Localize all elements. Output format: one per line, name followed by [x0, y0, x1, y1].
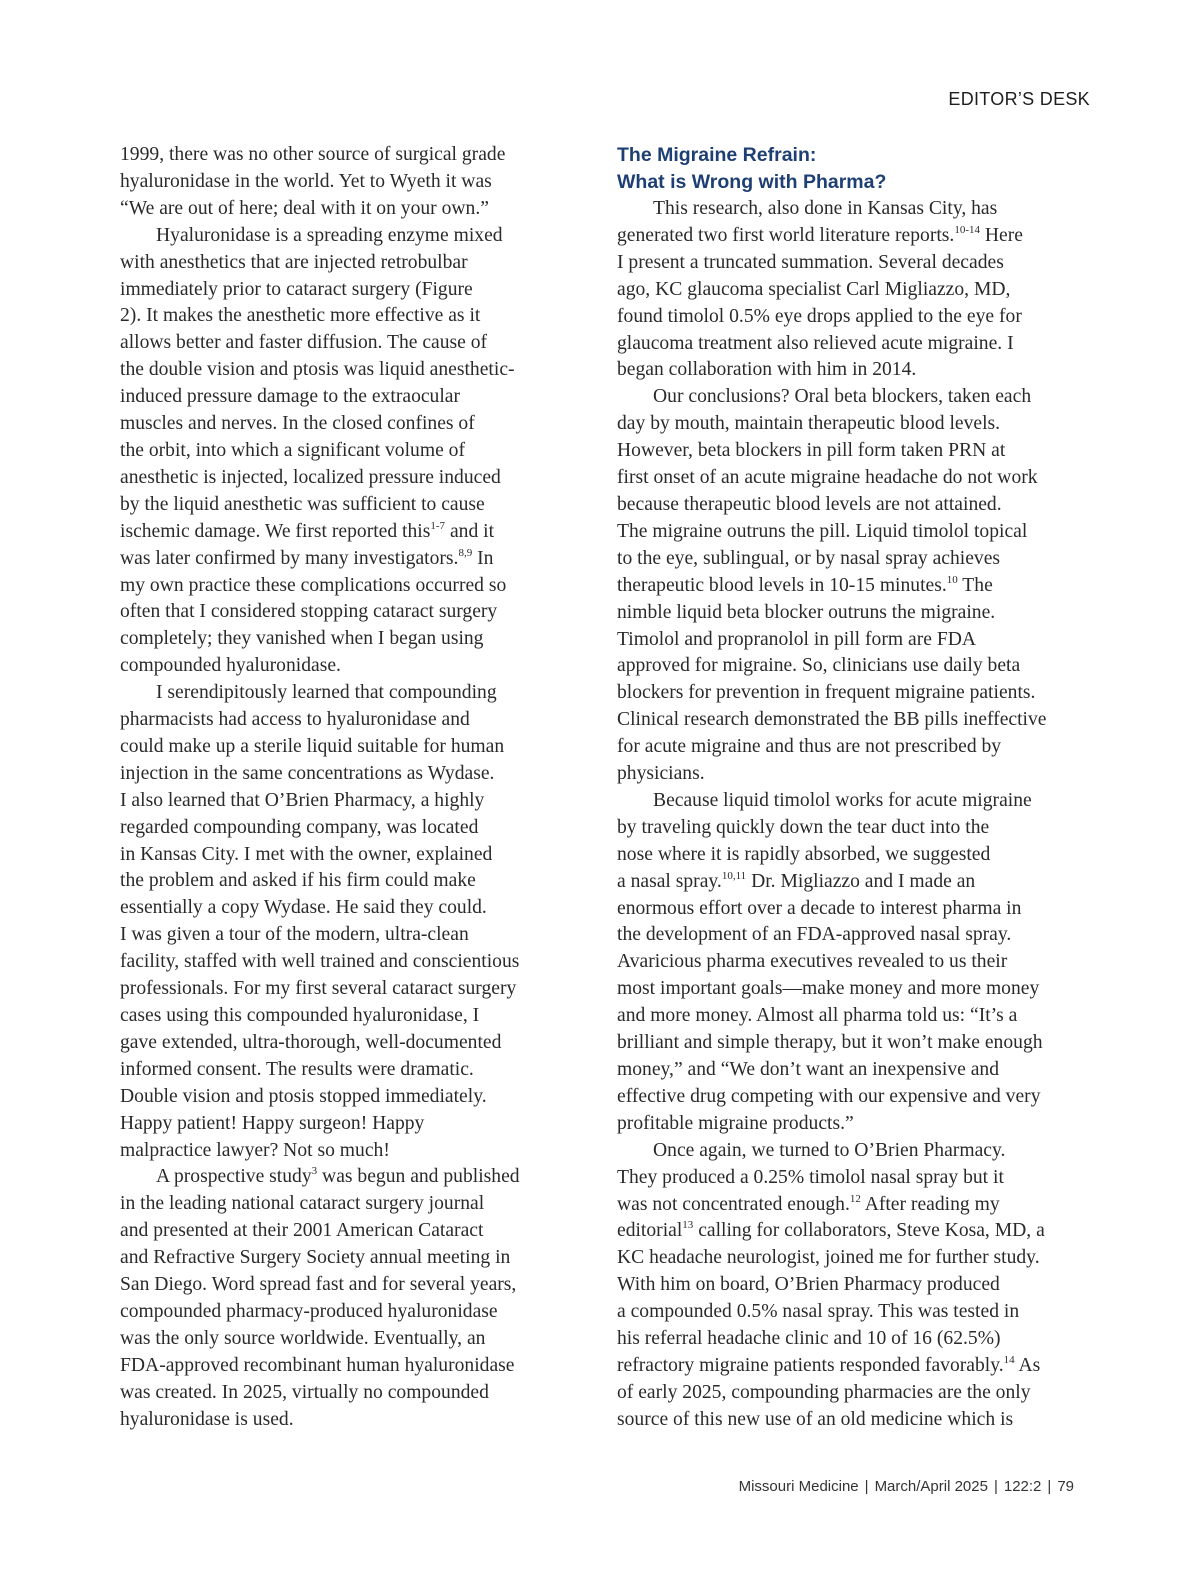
- text-line-content: a compounded 0.5% nasal spray. This was tested in: [617, 1301, 1020, 1323]
- text-line-content: physicians.: [617, 763, 705, 785]
- text-line: [120, 1299, 565, 1326]
- text-line-content: found timolol 0.5% eye drops applied to the eye for: [617, 305, 1022, 327]
- text-line: [617, 707, 1092, 734]
- text-line-content: day by mouth, maintain therapeutic blood levels.: [617, 413, 1001, 435]
- text-line-content: This research, also done in Kansas City, has: [653, 198, 998, 219]
- text-line: [617, 1003, 1092, 1030]
- text-line: [120, 976, 565, 1003]
- text-line-content: I also learned that O’Brien Pharmacy, a highly: [120, 789, 485, 811]
- text-line-content: the double vision and ptosis was liquid anesthetic-: [120, 359, 515, 381]
- text-line: [617, 842, 1092, 869]
- text-line: [617, 1326, 1092, 1353]
- text-line: [120, 895, 565, 922]
- text-line-content: FDA-approved recombinant human hyaluronidase: [120, 1354, 515, 1376]
- text-line-content: and more money. Almost all pharma told us: “It’s a: [617, 1005, 1018, 1027]
- text-line: [120, 546, 565, 573]
- text-line: [120, 626, 565, 653]
- text-line-content: gave extended, ultra-thorough, well-documented: [120, 1031, 502, 1053]
- text-line-content: by traveling quickly down the tear duct into the: [617, 816, 990, 838]
- text-line-content: muscles and nerves. In the closed confines of: [120, 413, 475, 435]
- text-line: [617, 1380, 1092, 1407]
- text-line-content: Avaricious pharma executives revealed to us their: [617, 951, 1008, 973]
- text-line-content: 2). It makes the anesthetic more effective as it: [120, 305, 481, 327]
- text-line: [120, 142, 565, 169]
- text-line-content: compounded pharmacy-produced hyaluronidase: [120, 1300, 498, 1322]
- text-line: [120, 707, 565, 734]
- text-line: [617, 1272, 1092, 1299]
- text-line: [617, 438, 1092, 465]
- text-line-content: The migraine outruns the pill. Liquid timolol topical: [617, 520, 1028, 542]
- text-line-content: informed consent. The results were dramatic.: [120, 1058, 474, 1080]
- text-line-continuation: After reading my: [860, 1193, 1000, 1215]
- text-line: [120, 1111, 565, 1138]
- text-line-content: ischemic damage. We first reported this: [120, 520, 431, 542]
- text-line-continuation: In: [472, 547, 494, 569]
- text-line-content: hyaluronidase in the world. Yet to Wyeth it was: [120, 170, 492, 192]
- text-line-content: Once again, we turned to O’Brien Pharmacy.: [653, 1139, 1006, 1161]
- text-line: [617, 1084, 1092, 1111]
- text-line: [617, 1192, 1092, 1219]
- text-line: [617, 1165, 1092, 1192]
- text-line-content: could make up a sterile liquid suitable for human: [120, 735, 505, 757]
- text-line-content: Double vision and ptosis stopped immediately.: [120, 1085, 487, 1107]
- text-line: [617, 196, 1092, 223]
- text-line: [120, 1030, 565, 1057]
- text-line: [617, 304, 1092, 331]
- text-line-content: “We are out of here; deal with it on your own.”: [120, 197, 489, 219]
- text-line-content: source of this new use of an old medicine which is: [617, 1408, 1014, 1430]
- text-line: [617, 357, 1092, 384]
- text-line: [120, 1407, 565, 1434]
- text-line-content: I serendipitously learned that compounding: [156, 682, 497, 704]
- text-line: [120, 277, 565, 304]
- text-line-content: cases using this compounded hyaluronidase, I: [120, 1005, 480, 1026]
- text-line-content: because therapeutic blood levels are not attained.: [617, 493, 1002, 515]
- text-line: [120, 680, 565, 707]
- text-line-content: the development of an FDA-approved nasal spray.: [617, 924, 1012, 946]
- text-line-content: in the leading national cataract surgery journal: [120, 1193, 485, 1215]
- text-line: [120, 788, 565, 815]
- text-line-content: to the eye, sublingual, or by nasal spray achieves: [617, 547, 1001, 569]
- text-line-content: money,” and “We don’t want an inexpensive and: [617, 1059, 1000, 1080]
- text-line-content: Hyaluronidase is a spreading enzyme mixed: [156, 224, 503, 246]
- text-line-content: a nasal spray.: [617, 870, 722, 892]
- text-line-content: refractory migraine patients responded favorably.: [617, 1354, 1004, 1376]
- citation-superscript: 13: [682, 1219, 694, 1232]
- text-line-content: Happy patient! Happy surgeon! Happy: [120, 1112, 425, 1134]
- text-line-content: often that I considered stopping cataract surgery: [120, 601, 498, 623]
- text-line-content: brilliant and simple therapy, but it won’t make enough: [617, 1032, 1043, 1054]
- text-line-content: facility, staffed with well trained and conscientious: [120, 951, 520, 973]
- citation-superscript: 8,9: [458, 546, 473, 559]
- text-line: [120, 573, 565, 600]
- text-line: [120, 842, 565, 869]
- text-line-content: first onset of an acute migraine headache do not work: [617, 467, 1038, 489]
- text-line-content: Clinical research demonstrated the BB pills ineffective: [617, 709, 1047, 731]
- text-line-content: malpractice lawyer? Not so much!: [120, 1139, 390, 1161]
- text-line-content: KC headache neurologist, joined me for further study.: [617, 1247, 1040, 1269]
- text-line: [617, 761, 1092, 788]
- text-line-content: allows better and faster diffusion. The cause of: [120, 332, 488, 354]
- text-line: [120, 1164, 565, 1191]
- text-line: [120, 196, 565, 223]
- text-line: [617, 277, 1092, 304]
- text-line-content: immediately prior to cataract surgery (Figure: [120, 278, 473, 300]
- text-line-content: approved for migraine. So, clinicians use daily beta: [617, 655, 1021, 677]
- text-line: [617, 223, 1092, 250]
- citation-superscript: 10,11: [721, 869, 747, 882]
- text-line: [617, 384, 1092, 411]
- text-line: [120, 761, 565, 788]
- text-line-content: They produced a 0.25% timolol nasal spray but it: [617, 1166, 1004, 1188]
- text-line: [120, 1218, 565, 1245]
- text-line: [120, 1084, 565, 1111]
- text-line-content: my own practice these complications occurred so: [120, 574, 507, 596]
- text-line-content: the problem and asked if his firm could make: [120, 870, 476, 892]
- text-line-content: Our conclusions? Oral beta blockers, taken each: [653, 386, 1032, 408]
- text-line: [120, 815, 565, 842]
- text-line: [617, 331, 1092, 358]
- text-line: [120, 1353, 565, 1380]
- text-line: [617, 869, 1092, 896]
- text-line: [120, 438, 565, 465]
- text-line: [120, 169, 565, 196]
- text-line: [617, 788, 1092, 815]
- text-line: [617, 411, 1092, 438]
- citation-superscript: 10-14: [954, 223, 980, 236]
- text-line: [120, 1057, 565, 1084]
- text-line: [120, 922, 565, 949]
- text-line-content: Timolol and propranolol in pill form are FDA: [617, 628, 977, 650]
- text-line-content: With him on board, O’Brien Pharmacy produced: [617, 1274, 1000, 1296]
- citation-superscript: 14: [1003, 1353, 1015, 1366]
- text-line: [120, 949, 565, 976]
- text-line: [617, 1299, 1092, 1326]
- text-line: [120, 303, 565, 330]
- text-line: [617, 546, 1092, 573]
- volume-number: 122:2: [1003, 1478, 1042, 1495]
- text-line: [120, 330, 565, 357]
- text-line-content: injection in the same concentrations as Wydase.: [120, 762, 495, 784]
- text-line: [617, 250, 1092, 277]
- text-line-content: and presented at their 2001 American Cataract: [120, 1220, 484, 1242]
- text-line-content: the orbit, into which a significant volume of: [120, 439, 465, 461]
- text-line-content: most important goals—make money and more money: [617, 978, 1040, 1000]
- text-line: [617, 627, 1092, 654]
- footer-separator: |: [864, 1478, 869, 1495]
- text-line: [617, 1111, 1092, 1138]
- running-head: EDITOR’S DESK: [948, 89, 1090, 109]
- text-line: [617, 1407, 1092, 1434]
- text-line: [617, 1218, 1092, 1245]
- text-line-content: compounded hyaluronidase.: [120, 655, 341, 677]
- text-line-continuation: was begun and published: [317, 1166, 520, 1188]
- text-line: [120, 1138, 565, 1165]
- text-line-continuation: As: [1014, 1354, 1041, 1376]
- text-line: [617, 1030, 1092, 1057]
- text-line: [617, 976, 1092, 1003]
- text-line: [617, 680, 1092, 707]
- issue-date: March/April 2025: [874, 1478, 988, 1495]
- text-line-content: began collaboration with him in 2014.: [617, 359, 917, 381]
- text-line-content: was the only source worldwide. Eventually, an: [120, 1327, 486, 1349]
- citation-superscript: 12: [849, 1192, 861, 1205]
- text-line: [617, 949, 1092, 976]
- text-line: [120, 1326, 565, 1353]
- text-line: [120, 519, 565, 546]
- text-line: [120, 250, 565, 277]
- text-line-continuation: The: [957, 574, 993, 596]
- text-line: [617, 1353, 1092, 1380]
- text-line-content: Because liquid timolol works for acute migraine: [653, 789, 1032, 811]
- text-line-content: I was given a tour of the modern, ultra-clean: [120, 924, 469, 946]
- page-footer: [739, 1478, 1074, 1495]
- text-line-content: glaucoma treatment also relieved acute migraine. I: [617, 332, 1014, 354]
- text-line-content: blockers for prevention in frequent migraine patients.: [617, 682, 1036, 704]
- text-line-continuation: and it: [445, 520, 495, 542]
- text-line-content: generated two first world literature reports.: [617, 224, 955, 246]
- text-line-content: his referral headache clinic and 10 of 16 (62.5%): [617, 1328, 1001, 1350]
- text-line: [120, 384, 565, 411]
- text-line: [617, 653, 1092, 680]
- text-line-content: with anesthetics that are injected retrobulbar: [120, 251, 468, 273]
- text-line-content: therapeutic blood levels in 10-15 minutes.: [617, 574, 947, 596]
- text-line: [617, 1138, 1092, 1165]
- text-line-content: professionals. For my first several cataract surgery: [120, 978, 517, 1000]
- text-line-content: However, beta blockers in pill form taken PRN at: [617, 440, 1006, 462]
- text-line: [617, 815, 1092, 842]
- text-line-continuation: Here: [980, 224, 1023, 246]
- text-line-content: completely; they vanished when I began using: [120, 628, 484, 650]
- section-heading-line: What is Wrong with Pharma?: [617, 171, 887, 193]
- footer-separator: |: [993, 1478, 998, 1495]
- text-line-content: was not concentrated enough.: [617, 1193, 850, 1215]
- text-line: [120, 411, 565, 438]
- text-line: [120, 1380, 565, 1407]
- section-heading: [617, 142, 1092, 196]
- text-line-content: by the liquid anesthetic was sufficient to cause: [120, 493, 485, 515]
- right-column-body: [617, 196, 1092, 1434]
- text-line: [120, 492, 565, 519]
- text-line: [617, 1245, 1092, 1272]
- text-line-content: induced pressure damage to the extraocular: [120, 386, 461, 408]
- text-line-content: 1999, there was no other source of surgical grade: [120, 144, 506, 165]
- text-line-content: ago, KC glaucoma specialist Carl Migliazzo, MD,: [617, 278, 1011, 300]
- text-line: [120, 1003, 565, 1030]
- text-line: [120, 357, 565, 384]
- text-line-content: in Kansas City. I met with the owner, explained: [120, 843, 493, 865]
- text-line-content: hyaluronidase is used.: [120, 1408, 294, 1430]
- citation-superscript: 10: [946, 573, 958, 586]
- text-line-content: for acute migraine and thus are not prescribed by: [617, 736, 1002, 758]
- text-line: [120, 1272, 565, 1299]
- text-line: [617, 519, 1092, 546]
- text-line-content: editorial: [617, 1220, 683, 1242]
- page-number: 79: [1057, 1478, 1074, 1495]
- text-line: [120, 223, 565, 250]
- text-line-content: anesthetic is injected, localized pressure induced: [120, 466, 501, 488]
- text-line-content: enormous effort over a decade to interest pharma in: [617, 897, 1022, 919]
- text-line-content: effective drug competing with our expensive and very: [617, 1085, 1041, 1107]
- text-line: [120, 599, 565, 626]
- text-line-content: was later confirmed by many investigators.: [120, 547, 459, 569]
- text-line: [120, 868, 565, 895]
- text-line: [617, 896, 1092, 923]
- text-line: [120, 734, 565, 761]
- text-line: [617, 1057, 1092, 1084]
- section-heading-line: The Migraine Refrain:: [617, 144, 817, 166]
- text-line-content: essentially a copy Wydase. He said they could.: [120, 897, 487, 919]
- right-column: [617, 142, 1092, 1434]
- text-line-content: I present a truncated summation. Several decades: [617, 251, 1004, 273]
- text-line: [120, 653, 565, 680]
- text-line-content: nimble liquid beta blocker outruns the migraine.: [617, 601, 996, 623]
- text-line: [617, 492, 1092, 519]
- text-line-continuation: calling for collaborators, Steve Kosa, MD, a: [693, 1220, 1045, 1242]
- text-line-content: of early 2025, compounding pharmacies are the only: [617, 1381, 1031, 1403]
- text-line: [617, 600, 1092, 627]
- text-line-content: was created. In 2025, virtually no compounded: [120, 1381, 489, 1403]
- text-line: [120, 465, 565, 492]
- text-line-continuation: Dr. Migliazzo and I made an: [746, 870, 976, 892]
- text-line: [617, 573, 1092, 600]
- left-column: [120, 142, 565, 1434]
- text-line: [617, 922, 1092, 949]
- text-line: [617, 734, 1092, 761]
- text-line: [120, 1191, 565, 1218]
- text-line-content: profitable migraine products.”: [617, 1112, 854, 1134]
- text-line-content: nose where it is rapidly absorbed, we suggested: [617, 843, 991, 865]
- footer-separator: |: [1047, 1478, 1052, 1495]
- text-line-content: San Diego. Word spread fast and for several years,: [120, 1274, 517, 1296]
- text-line-content: regarded compounding company, was located: [120, 816, 479, 838]
- citation-superscript: 3: [311, 1165, 318, 1178]
- text-line-content: and Refractive Surgery Society annual meeting in: [120, 1247, 511, 1269]
- text-line-content: A prospective study: [156, 1166, 312, 1188]
- journal-name: Missouri Medicine: [738, 1478, 859, 1495]
- text-line-content: pharmacists had access to hyaluronidase and: [120, 709, 470, 731]
- text-line: [120, 1245, 565, 1272]
- citation-superscript: 1-7: [430, 519, 446, 532]
- text-line: [617, 465, 1092, 492]
